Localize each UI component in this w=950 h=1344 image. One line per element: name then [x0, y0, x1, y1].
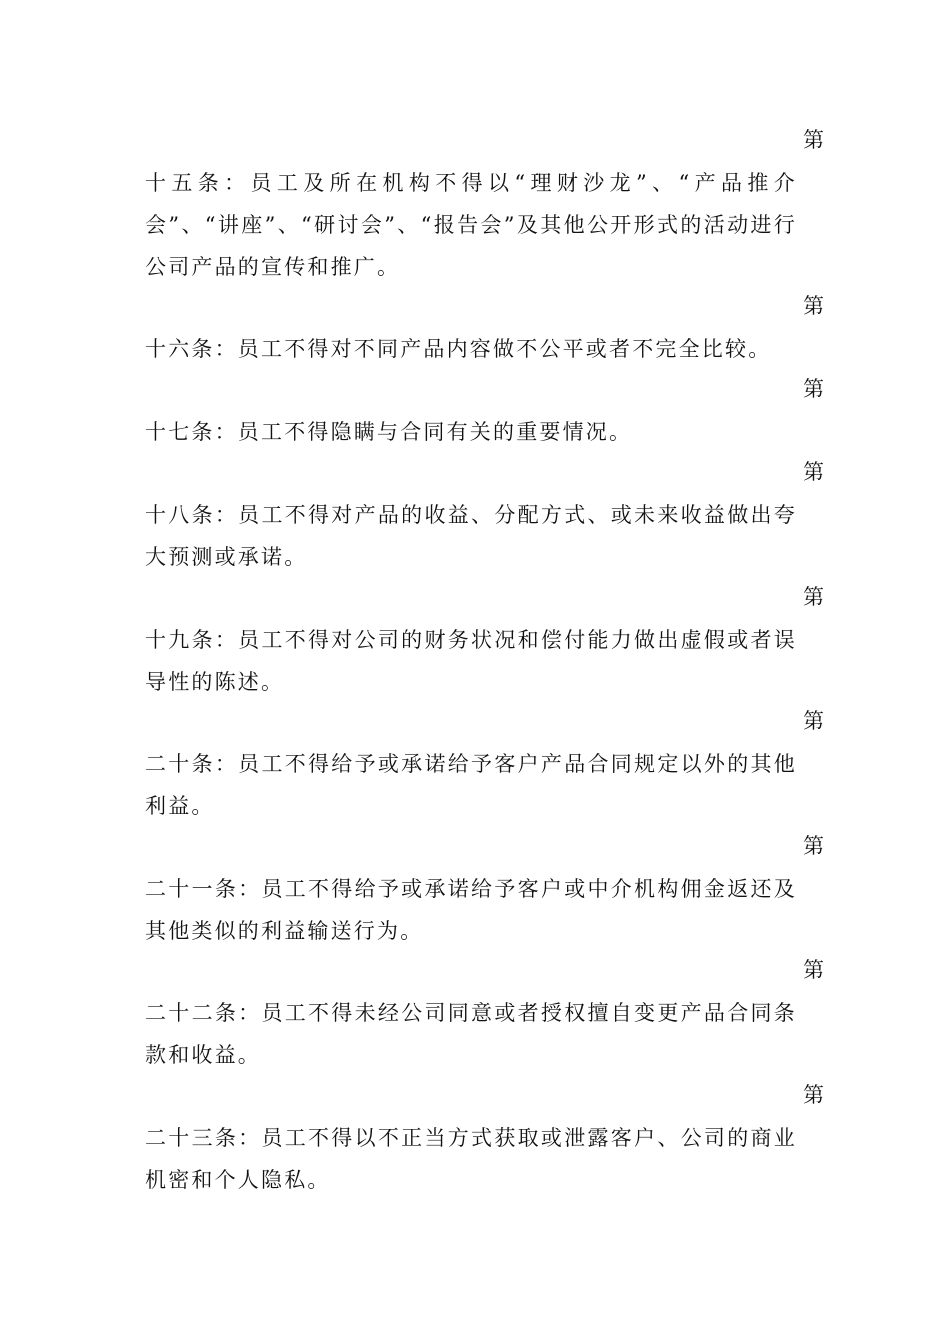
article-19-marker: 第: [803, 585, 825, 609]
article-15-marker: 第: [803, 128, 825, 152]
article-23-text: 二十三条：员工不得以不正当方式获取或泄露客户、公司的商业机密和个人隐私。: [145, 1126, 797, 1192]
article-17-text: 十七条：员工不得隐瞒与合同有关的重要情况。: [145, 420, 633, 444]
article-15-text: 十五条：员工及所在机构不得以“理财沙龙”、“产品推介会”、“讲座”、“研讨会”、“报告会”及其他公开形式的活动进行公司产品的宣传和推广。: [145, 171, 797, 279]
article-18-marker: 第: [803, 460, 825, 484]
article-19-text: 十九条：员工不得对公司的财务状况和偿付能力做出虚假或者误导性的陈述。: [145, 628, 797, 694]
article-21-marker: 第: [803, 834, 825, 858]
article-18-text: 十八条：员工不得对产品的收益、分配方式、或未来收益做出夸大预测或承诺。: [145, 503, 797, 569]
article-22-marker: 第: [803, 958, 825, 982]
article-17-marker: 第: [803, 377, 825, 401]
article-23-marker: 第: [803, 1083, 825, 1107]
article-20-marker: 第: [803, 709, 825, 733]
article-21-text: 二十一条：员工不得给予或承诺给予客户或中介机构佣金返还及其他类似的利益输送行为。: [145, 877, 797, 943]
article-22-text: 二十二条：员工不得未经公司同意或者授权擅自变更产品合同条款和收益。: [145, 1001, 797, 1067]
article-16-marker: 第: [803, 294, 825, 318]
article-20-text: 二十条：员工不得给予或承诺给予客户产品合同规定以外的其他利益。: [145, 752, 797, 818]
article-16-text: 十六条：员工不得对不同产品内容做不公平或者不完全比较。: [145, 337, 772, 361]
